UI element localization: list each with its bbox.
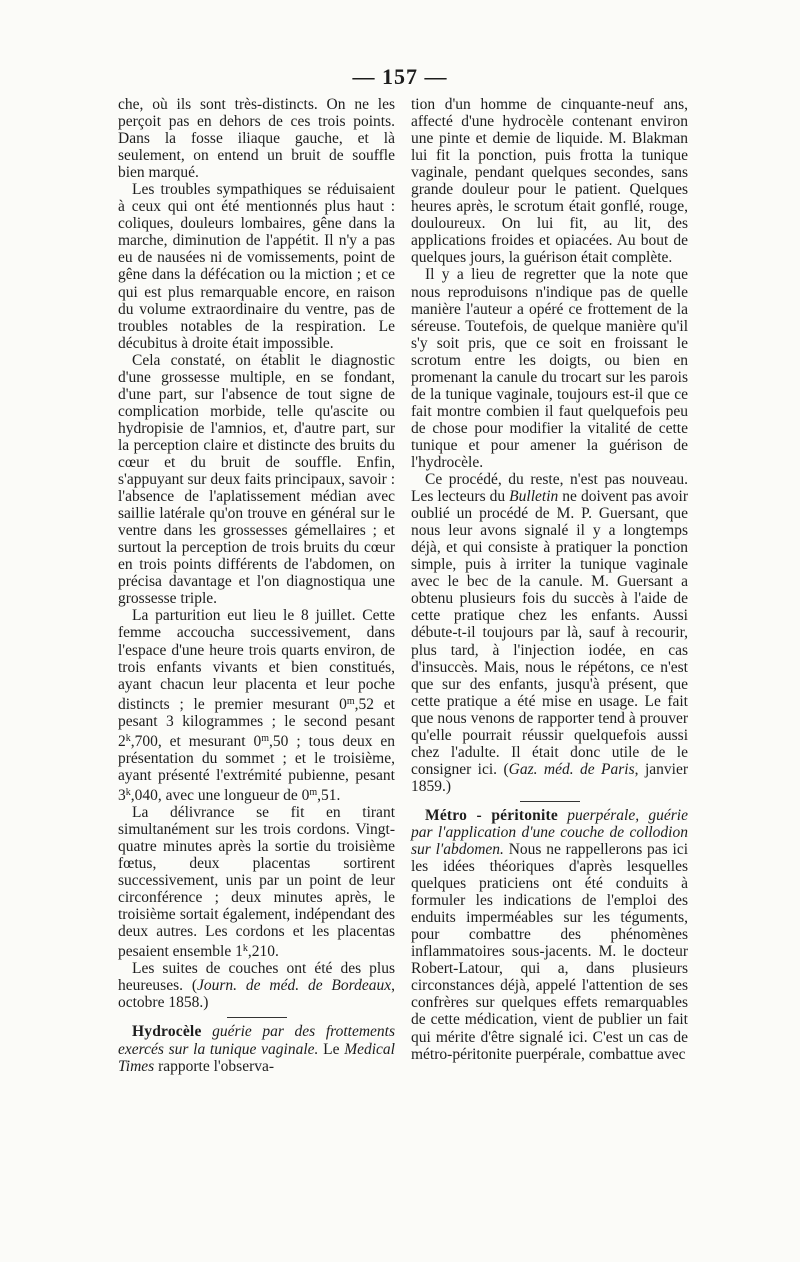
paragraph: Les troubles sympathiques se réduisaient à ceux qui ont été mentionnés plus haut : coliques, douleurs lombaires, gêne dans la marche, diminution de l'appétit. Il n'y a pas eu de nausées ni de vomissements, point de gêne dans la défécation ou la miction ; et ce qui est plus remarquable encore, en raison du volume extraordinaire du ventre, pas de troubles notables de la respiration. Le décubitus à droite était impossible. [118,181,395,352]
text-run: La parturition eut lieu le 8 juillet. Cette femme accoucha successivement, dans l'espace d'une heure trois quarts environ, de trois enfants vivants et bien constitués, ayant chacun leur placenta et leur poche distincts ; le premier mesurant 0 [118,607,395,713]
article-heading [118,1023,395,1074]
paragraph [411,471,688,795]
page-number: — 157 — [352,64,448,89]
unit-superscript: k [125,732,131,744]
text-run: ,040, avec une longueur de 0 [130,786,310,804]
unit-superscript: m [261,732,270,744]
right-column [411,96,688,1063]
unit-superscript: m [346,695,355,707]
left-column [118,96,395,1075]
text-run: , janvier 1859.) [411,760,688,795]
unit-superscript: k [242,943,248,955]
source-citation: Gaz. méd. de Paris [508,760,635,778]
text-run: ,51. [317,786,341,804]
text-run: Ce procédé, du reste, n'est pas nouveau. Les lecteurs du [411,471,688,506]
text-run: ,700, et mesurant 0 [130,732,262,750]
text-run: ,210. [247,943,279,961]
text-run: ,50 ; tous deux en présentation du sommet ; et le troisième, ayant présenté l'extrémité pubienne, pesant 3 [118,732,395,804]
paragraph: Cela constaté, on établit le diagnostic d'une grossesse multiple, en se fondant, d'une part, sur l'absence de tout signe de complication morbide, telle qu'ascite ou hydropisie de l'amnios, et, d'autre part, sur la perception claire et distincte des bruits du cœur et du bruit de souffle. Enfin, s'appuyant sur deux faits principaux, savoir : l'absence de l'aplatissement médian avec saillie latérale qu'on trouve en général sur le ventre dans les grossesses gémellaires ; et surtout la perception de trois bruits du cœur en trois points différents de l'abdomen, on précisa davantage et l'on diagnostiqua une grossesse triple. [118,351,395,608]
text-run: , octobre 1858.) [118,977,395,1012]
source-citation: Medical Times [118,1040,395,1075]
article-heading [411,807,688,1063]
text-run: Le [318,1040,345,1058]
article-subtitle: guérie par des frottements exercés sur la tunique vaginale. [118,1023,395,1058]
paragraph [118,804,395,960]
text-run: ,52 et pesant 3 kilogrammes ; le second pesant 2 [118,695,395,750]
text-run: Les suites de couches ont été des plus heureuses. ( [118,960,395,995]
text-run: Nous ne rappellerons pas ici les idées théoriques d'après lesquelles quelques praticiens ont été conduits à formuler les indications de l'emploi des enduits imperméables sur les téguments, pour combattre des phénomènes inflammatoires sous-jacents. M. le docteur Robert-Latour, qui a, dans plusieurs circonstances déjà, appelé l'attention de ses confrères sur quelques effets remarquables de cette médication, vient de publier un fait qui mérite d'être signalé ici. C'est un cas de métro-péritonite puerpérale, combattue avec [411,841,688,1063]
paragraph: Il y a lieu de regretter que la note que nous reproduisons n'indique pas de quelle manière l'auteur a opéré ce frottement de la séreuse. Toutefois, de quelque manière qu'il s'y soit pris, que ce soit en froissant le scrotum entre les doigts, ou bien en promenant la canule du trocart sur les parois de la tunique vaginale, toujours est-il que ce fait montre combien il faut quelquefois peu de chose pour modifier la vitalité de cette tunique et pour amener la guérison de l'hydrocèle. [411,266,688,471]
text-run: ne doivent pas avoir oublié un procédé de M. P. Guersant, que nous leur avons signalé il y a longtemps déjà, et qui consiste à pratiquer la ponction simple, puis à irriter la tunique vaginale avec le bec de la canule. M. Guersant a obtenu plusieurs fois du succès à l'aide de cette pratique chez les enfants. Aussi débute-t-il toujours par là, sauf à recourir, plus tard, à l'injection iodée, en cas d'insuccès. Mais, nous le répétons, ce n'est que sur des enfants, jusqu'à présent, que cette pratique a été mise en usage. Le fait que nous venons de rapporter tend à prouver qu'elle pourrait réussir quelquefois aussi chez l'adulte. Il était donc utile de le consigner ici. ( [411,488,688,778]
article-title: Hydrocèle [132,1023,202,1041]
article-title: Métro - péritonite [425,806,558,824]
section-divider [227,1017,287,1018]
paragraph: tion d'un homme de cinquante-neuf ans, affecté d'une hydrocèle contenant environ une pinte et demie de liquide. M. Blakman lui fit la ponction, puis frotta la tunique vaginale, pendant quelques secondes, sans grande douleur pour le patient. Quelques heures après, le scrotum était gonflé, rouge, douloureux. On lui fit, au lit, des applications froides et opiacées. Au bout de quelques jours, la guérison était complète. [411,96,688,267]
paragraph: che, où ils sont très-distincts. On ne les perçoit pas en dehors de ces trois points. Dans la fosse iliaque gauche, et là seulement, on entend un bruit de souffle bien marqué. [118,96,395,182]
text-run: La délivrance se fit en tirant simultanément sur les trois cordons. Vingt-quatre minutes après la sortie du troisième fœtus, deux placentas sortirent successivement, unis par un point de leur circonférence ; deux minutes après, le troisième sortait également, indépendant des deux autres. Les cordons et les placentas pesaient ensemble 1 [118,803,395,961]
section-divider [520,801,580,802]
paragraph [118,607,395,804]
paragraph [118,960,395,1011]
source-citation: Bulletin [509,488,559,506]
unit-superscript: k [125,786,131,798]
text-run: rapporte l'observa- [154,1057,275,1075]
source-citation: Journ. de méd. de Bordeaux [197,977,392,995]
unit-superscript: m [309,786,318,798]
article-subtitle: puerpérale, guérie par l'application d'une couche de collodion sur l'abdomen. [411,806,688,859]
